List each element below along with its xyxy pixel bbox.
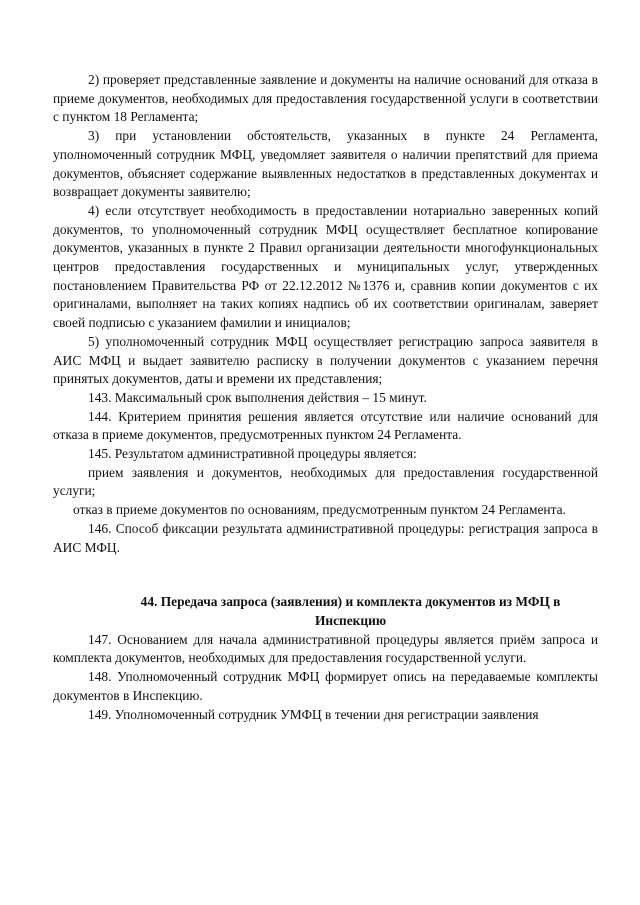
paragraph-143: 143. Максимальный срок выполнения действия – 15 минут. — [88, 389, 427, 405]
paragraph-147: 147. Основанием для начала административной процедуры является приём запроса и комплекта документов, необходимых для предоставления государственной услуги. — [53, 631, 598, 666]
paragraph-146: 146. Способ фиксации результата административной процедуры: регистрация запроса в АИС МФЦ. — [53, 520, 598, 555]
paragraph-item-3: 3) при установлении обстоятельств, указанных в пункте 24 Регламента, уполномоченный сотрудник МФЦ, уведомляет заявителя о наличии препятствий для приема документов, объясняет содержание выявленных недостатков в представленных документах и возвращает документы заявителю; — [53, 128, 598, 200]
paragraph-145-result-refuse: отказ в приеме документов по основаниям, предусмотренным пунктом 24 Регламента. — [73, 502, 566, 518]
section-spacer — [53, 557, 598, 593]
paragraph-145-result-accept: прием заявления и документов, необходимых для предоставления государственной услуги; — [53, 464, 598, 499]
document-body — [53, 71, 598, 724]
paragraph-144: 144. Критерием принятия решения является отсутствие или наличие оснований для отказа в приеме документов, предусмотренных пунктом 24 Регламента. — [53, 408, 598, 443]
paragraph-item-4: 4) если отсутствует необходимость в предоставлении нотариально заверенных копий документов, то уполномоченный сотрудник МФЦ осуществляет бесплатное копирование документов, указанных в пункте 2 Правил организации деятельности многофункциональных центров предоставления государственных и муниципальных услуг, утвержденных постановлением Правительства РФ от 22.12.2012 №1376 и, сравнив копии документов с их оригиналами, выполняет на таких копиях надпись об их соответствии оригиналам, заверяет своей подписью с указанием фамилии и инициалов; — [53, 202, 598, 331]
paragraph-148: 148. Уполномоченный сотрудник МФЦ формирует опись на передаваемые комплекты документов в Инспекцию. — [53, 669, 598, 703]
section-heading: 44. Передача запроса (заявления) и комплекта документов из МФЦ в Инспекцию — [140, 594, 561, 628]
paragraph-item-2: 2) проверяет представленные заявление и документы на наличие оснований для отказа в приеме документов, необходимых для предоставления государственной услуги в соответствии с пунктом 18 Регламента; — [53, 72, 598, 125]
paragraph-149: 149. Уполномоченный сотрудник УМФЦ в течении дня регистрации заявления — [88, 706, 539, 722]
paragraph-145: 145. Результатом административной процедуры является: — [88, 446, 417, 462]
paragraph-item-5: 5) уполномоченный сотрудник МФЦ осуществляет регистрацию запроса заявителя в АИС МФЦ и выдает заявителю расписку в получении документов с указанием перечня принятых документов, даты и времени их представления; — [53, 333, 598, 387]
